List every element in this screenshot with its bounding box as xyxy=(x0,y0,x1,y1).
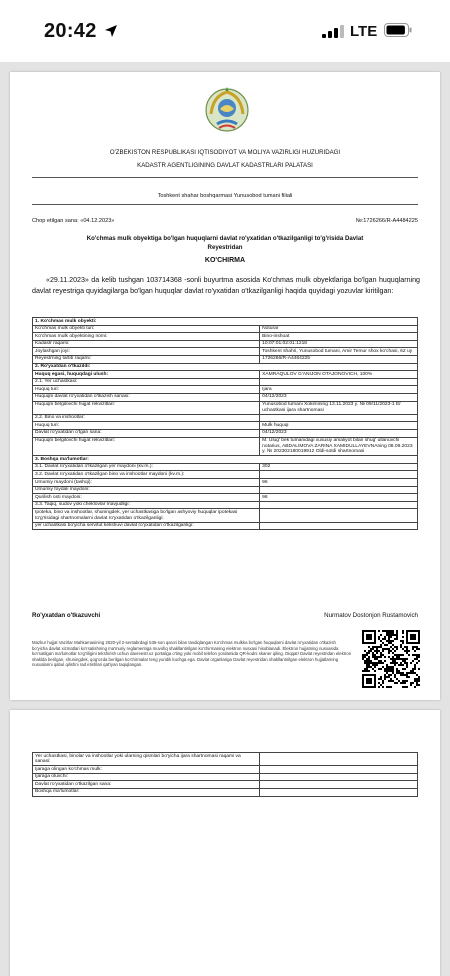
lease-table xyxy=(32,752,418,797)
table-row xyxy=(33,781,418,789)
table-row xyxy=(33,753,418,766)
row-label: Ijaraga olingan ko'chmas mulk: xyxy=(33,766,260,774)
table-row xyxy=(33,414,418,422)
row-label: Davlat ro'yxatidan o'tgan sana: xyxy=(33,429,260,437)
table-row xyxy=(33,355,418,363)
row-label: Qurilish osti maydoni: xyxy=(33,494,260,502)
row-value: Ijara xyxy=(260,386,418,394)
row-value xyxy=(260,486,418,494)
intro-paragraph: «29.11.2023» da kelib tushgan 103714368 -sonli buyurtma asosida Ko'chmas mulk obyektlariga bo'lgan huquqlarning davlat reyestriga quyidagilarga bo'lgan huquqlar davlat ro'yxatidan o'tkazilganligi haqida quyidagi yozuvlar kiritilgan: xyxy=(32,276,420,295)
network-label: LTE xyxy=(350,23,378,40)
row-label: Umumiy maydoni (tashqi): xyxy=(33,479,260,487)
table-row xyxy=(33,318,418,326)
agency-header: KADASTR AGENTLIGINING DAVLAT KADASTRLARI PALATASI xyxy=(137,162,313,169)
row-value xyxy=(260,753,418,766)
row-label: 3.2. Davlat ro'yxatidan o'tkazilgan bino va inshootlar maydoni (kv.m.): xyxy=(33,471,260,479)
branch-divider xyxy=(32,204,418,205)
registry-table xyxy=(32,317,418,530)
row-value xyxy=(260,509,418,522)
document-viewer[interactable] xyxy=(0,62,450,976)
row-label: Davlat ro'yxatidan o'tkazilgan sana: xyxy=(33,781,260,789)
table-row xyxy=(33,471,418,479)
document-page-2 xyxy=(10,710,440,976)
table-row xyxy=(33,401,418,414)
row-label: 3. Boshqa ma'lumotlar: xyxy=(33,456,418,464)
row-label: Yer uchastkasi, binolar va inshootlar yoki ularning qismlari bo'yicha ijara shartnomasi raqami va sanasi: xyxy=(33,753,260,766)
row-value: 1726266/R-A4484225 xyxy=(260,355,418,363)
row-value: Toshkent shahri, Yunusobod tumani, Amir Temur shox ko'chasi, 62 uy xyxy=(260,348,418,356)
document-title-cont: Reyestridan xyxy=(207,244,243,251)
table-row xyxy=(33,494,418,502)
row-value xyxy=(260,788,418,796)
row-label: Kadastr raqami: xyxy=(33,340,260,348)
row-value xyxy=(260,773,418,781)
table-row xyxy=(33,766,418,774)
row-label: Ipoteka, bino va inshootlar, shuningdek, yer uchastkasiga bo'lgan ashyoviy huquqlar ipotekasi to'g'risidagi shartnomalarni davlat ro'yxatidan o'tkazilganligi: xyxy=(33,509,260,522)
status-bar xyxy=(0,0,450,62)
signer-label: Ro'yxatdan o'tkazuvchi xyxy=(32,612,101,619)
row-value: 302 xyxy=(260,463,418,471)
row-label: Reyestrning tartib raqami: xyxy=(33,355,260,363)
ministry-header: O'ZBEKISTON RESPUBLIKASI IQTISODIYOT VA MOLIYA VAZIRLIGI HUZURIDAGI xyxy=(109,149,341,156)
location-arrow-icon xyxy=(104,24,118,38)
table-row xyxy=(33,463,418,471)
table-row xyxy=(33,773,418,781)
row-value: 10:07:01:02:01:1218 xyxy=(260,340,418,348)
row-value xyxy=(260,471,418,479)
row-value: Mulk huquqi xyxy=(260,422,418,430)
row-label: Huquqni davlat ro'yxatidan o'tkazish sanasi: xyxy=(33,393,260,401)
branch-name: Toshkent shahar boshqarmasi Yunusobod tumani filiali xyxy=(157,193,293,199)
row-label: Huquq turi: xyxy=(33,422,260,430)
table-row xyxy=(33,422,418,430)
table-row xyxy=(33,348,418,356)
table-row xyxy=(33,501,418,509)
row-value: 96 xyxy=(260,494,418,502)
row-label: 2.2. Bino va inshootlar: xyxy=(33,414,260,422)
qr-code-icon xyxy=(362,630,420,688)
table-row xyxy=(33,371,418,379)
row-value: 04/12/2023 xyxy=(260,429,418,437)
row-value xyxy=(260,501,418,509)
table-row xyxy=(33,479,418,487)
state-emblem-icon xyxy=(203,84,251,136)
header-divider xyxy=(32,177,418,178)
document-subtitle: KO'CHIRMA xyxy=(204,257,246,264)
table-row xyxy=(33,486,418,494)
signer-name: Nurmatov Dostonjon Rustamovich xyxy=(324,612,418,619)
row-value xyxy=(260,378,418,386)
table-row xyxy=(33,378,418,386)
row-value: 96 xyxy=(260,479,418,487)
row-label: Umumiy foydali maydoni: xyxy=(33,486,260,494)
table-row xyxy=(33,393,418,401)
row-value xyxy=(260,522,418,530)
table-row xyxy=(33,456,418,464)
table-row xyxy=(33,437,418,456)
table-row xyxy=(33,509,418,522)
table-row xyxy=(33,333,418,341)
row-label: Ko'chmas mulk obyekti turi: xyxy=(33,325,260,333)
row-value xyxy=(260,766,418,774)
row-label: 1. Ko'chmas mulk obyekti: xyxy=(33,318,418,326)
row-value: Noturar xyxy=(260,325,418,333)
table-row xyxy=(33,788,418,796)
table-row xyxy=(33,429,418,437)
row-value: XAMRAQULOV G'ANIJON OTAJONOVICH, 100% xyxy=(260,371,418,379)
row-label: yer uchastkasi bo'yicha servitut kelishuvi davlat ro'yxatidan o'tkazilganligi: xyxy=(33,522,260,530)
row-label: Ko'chmas mulk obyektining nomi: xyxy=(33,333,260,341)
row-value: M. Ulug' bek tumanidagi xususiy amaliyot bilan shug' ullanuvchi notarius, ABDALIMOVA ZARINA XAMIDULLAYEVNAning 08.09.2023 y. № 202302180019912 Oldi-sotdi shartnomasi xyxy=(260,437,418,456)
row-value xyxy=(260,414,418,422)
row-label: 2. Ro'yxatdan o'tkazildi: xyxy=(33,363,418,371)
row-label: 3.3. Taqiq, sudov yoki cheklovlar mavjudligi: xyxy=(33,501,260,509)
table-row xyxy=(33,522,418,530)
row-value: Bino-inshoat xyxy=(260,333,418,341)
row-label: Huquqni belgilovchi hujjat rekvizitlari: xyxy=(33,401,260,414)
row-label: 3.1. Davlat ro'yxatidan o'tkazilgan yer maydoni (kv.m.): xyxy=(33,463,260,471)
battery-icon xyxy=(384,23,412,37)
legal-footer: Mazkur hujjat Vazirlar Mahkamasining 2020-yil 2-sentabrdagi 535-son qarori bilan tasdiqlangan Ko'chmas mulkka bo'lgan huquqlarni davlat ro'yxatidan o'tkazish bo'yicha davlat xizmatlari ko'rsatishning ma'muriy reglamentiga muvofiq shakllantirilgan ko'chirmaning elektron nusxasi hisoblanadi. Elektron hujjatning nusxasida ko'rsatilgan ma'lumotlar to'g'riligini tekshirish uchun davreestr.uz portaliga o'ting yoki mobil telefon yordamida QR-kodni skaner qiling. Diqqat! Davlat reyestridan elektron shaklda berilgan, shuningdek, qog'ozda berilgan ko'chirmalar teng yuridik kuchga ega. Davlat organlariga Davlat reyestridan shakllantirilgan elektron hujjatlarning nusxalarini qabul qilishni rad etishlari qat'iyan taqiqlangan. xyxy=(32,640,352,668)
print-date: Chop etilgan sana: «04.12.2023» xyxy=(32,218,115,224)
row-label: Huquq turi: xyxy=(33,386,260,394)
cellular-signal-icon xyxy=(322,25,344,38)
row-label: 2.1. Yer uchastkasi: xyxy=(33,378,260,386)
table-row xyxy=(33,340,418,348)
row-label: Ijaraga oluvchi: xyxy=(33,773,260,781)
row-value xyxy=(260,781,418,789)
row-label: Huquqni belgilovchi hujjat rekvizitlari: xyxy=(33,437,260,456)
row-label: Boshqa ma'lumotlar: xyxy=(33,788,260,796)
table-row xyxy=(33,325,418,333)
document-title: Ko'chmas mulk obyektiga bo'lgan huquqlarni davlat ro'yxatidan o'tkazilganligi to'g'risida Davlat xyxy=(86,235,364,242)
status-time: 20:42 xyxy=(44,20,97,42)
table-row xyxy=(33,363,418,371)
row-label: Joylashgan joyi: xyxy=(33,348,260,356)
row-value: Yunusobod tumani Xokimining 13.11.2023 y. № 09/11/2023-1 Er uchastkasi ijara shartnomasi xyxy=(260,401,418,414)
table-row xyxy=(33,386,418,394)
row-label: Huquq egasi, huquqdagi ulush: xyxy=(33,371,260,379)
document-page-1 xyxy=(10,72,440,700)
row-value: 04/12/2023 xyxy=(260,393,418,401)
document-number: №:1726266/R-A4484225 xyxy=(355,218,418,224)
